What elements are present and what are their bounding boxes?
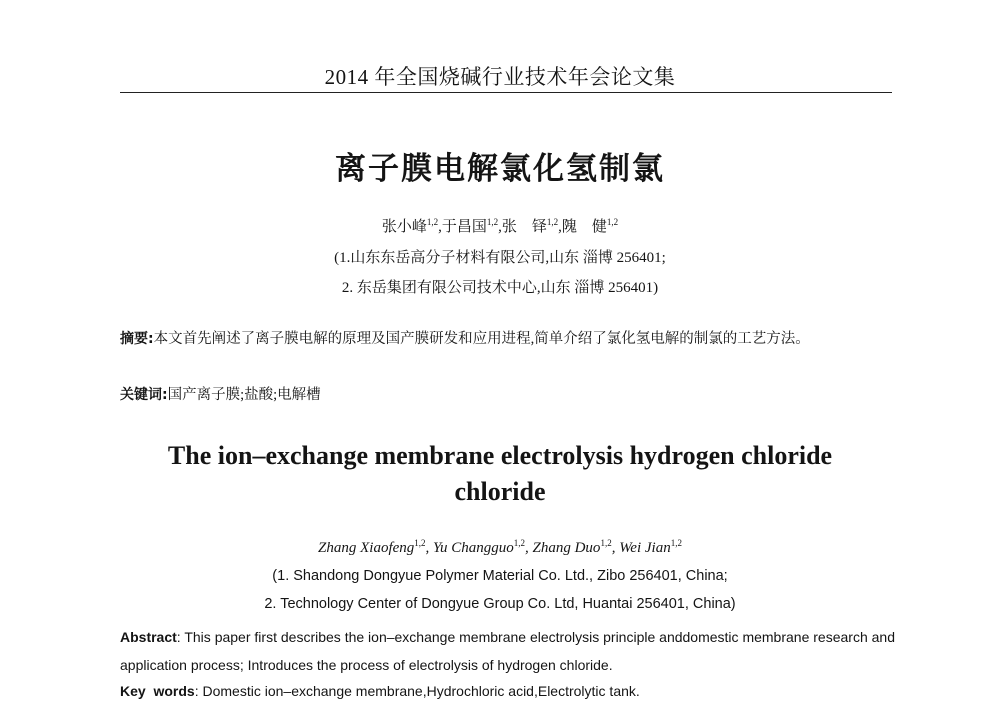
abstract-zh xyxy=(120,327,892,351)
author-zh: 隗 健$^{1,2}$ xyxy=(561,217,619,235)
affiliation-zh-1: (1.山东东岳高分子材料有限公司,山东 淄博 256401; xyxy=(334,250,666,266)
authors-en xyxy=(0,540,1000,557)
author-en: Zhang Xiaofeng$^{1,2}$, xyxy=(318,538,434,556)
author-zh: 张小峰$^{1,2}$, xyxy=(381,217,442,235)
keywords-zh-text: 国产离子膜;盐酸;电解槽 xyxy=(167,387,321,403)
keywords-en-sep: : xyxy=(194,683,203,699)
title-zh: 离子膜电解氯化氢制氯 xyxy=(335,151,665,187)
abstract-en xyxy=(120,623,895,679)
keywords-en-label: Key words xyxy=(120,683,195,699)
author-zh: 于昌国$^{1,2}$, xyxy=(441,217,502,235)
title-en xyxy=(0,438,1000,510)
keywords-en-text: Domestic ion–exchange membrane,Hydrochloric acid,Electrolytic tank. xyxy=(202,683,640,699)
abstract-en-label: Abstract xyxy=(120,629,177,645)
abstract-en-sep: : xyxy=(176,629,185,645)
affiliation-en-1: (1. Shandong Dongyue Polymer Material Co. Ltd., Zibo 256401, China; xyxy=(272,568,728,584)
header-rule xyxy=(120,92,892,93)
abstract-zh-text: 本文首先阐述了离子膜电解的原理及国产膜研发和应用进程,简单介绍了氯化氢电解的制氯的工艺方法。 xyxy=(153,331,810,347)
title-en-line-1: The ion–exchange membrane electrolysis hydrogen chloride xyxy=(167,441,833,470)
authors-zh xyxy=(0,215,1000,236)
author-zh: 张 铎$^{1,2}$, xyxy=(501,217,562,235)
running-head: 2014 年全国烧碱行业技术年会论文集 xyxy=(324,65,676,89)
author-en: Zhang Duo$^{1,2}$, xyxy=(532,538,620,556)
keywords-zh-label: 关键词: xyxy=(120,387,168,403)
title-en-line-2: chloride xyxy=(454,477,546,506)
abstract-en-text: This paper first describes the ion–exchange membrane electrolysis principle anddomestic membrane research and application process; Introduces the process of electrolysis of hydrogen chloride. xyxy=(120,629,895,673)
author-en: Yu Changguo$^{1,2}$, xyxy=(433,538,533,556)
keywords-zh xyxy=(120,383,892,407)
author-en: Wei Jian$^{1,2}$ xyxy=(619,538,682,556)
affiliation-en-2: 2. Technology Center of Dongyue Group Co. Ltd, Huantai 256401, China) xyxy=(264,596,736,612)
abstract-zh-label: 摘要: xyxy=(120,331,154,347)
affiliation-zh-2: 2. 东岳集团有限公司技术中心,山东 淄博 256401) xyxy=(341,280,659,296)
